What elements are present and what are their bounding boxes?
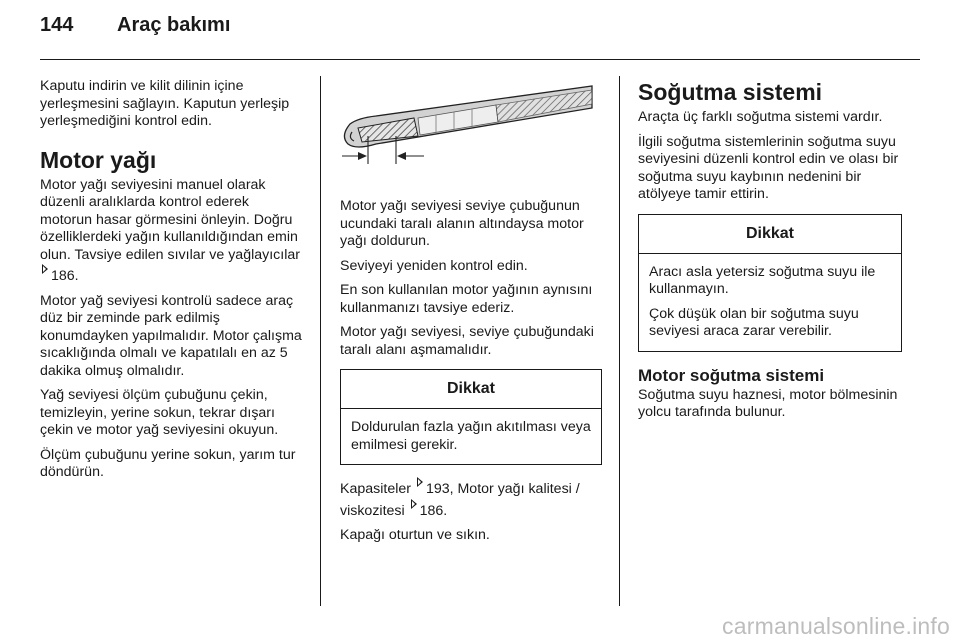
paragraph: Motor yağı seviyesi, seviye çubuğundaki taralı alanı aşmamalıdır.	[340, 324, 594, 358]
paragraph: Ölçüm çubuğunu yerine sokun, yarım tur döndürün.	[40, 446, 296, 480]
page-number: 144	[40, 14, 74, 36]
dipstick-illustration	[336, 78, 598, 170]
paragraph: İlgili soğutma sistemlerinin soğutma suyu seviyesini düzenli kontrol edin ve olası bir soğutma suyu kaybının nedenini bir atölyeye tamir ettirin.	[638, 133, 899, 202]
page-header	[40, 14, 920, 54]
paragraph: En son kullanılan motor yağının aynısını kullanmanızı tavsiye ederiz.	[340, 282, 593, 316]
watermark: carmanualsonline.info	[722, 613, 950, 639]
column-separator	[320, 76, 321, 606]
warning-body: Doldurulan fazla yağın akıtılması veya emilmesi gerekir.	[351, 419, 591, 453]
paragraph: Kapasiteler 193, Motor yağı kalitesi / viskozitesi 186.	[340, 477, 602, 520]
header-rule	[40, 59, 920, 60]
page-reference-icon	[411, 499, 417, 509]
paragraph: Yağ seviyesi ölçüm çubuğunu çekin, temizleyin, yerine sokun, tekrar dışarı çekin ve motor yağ seviyesini okuyun.	[40, 387, 279, 438]
warning-box	[638, 214, 902, 352]
warning-box	[340, 369, 602, 465]
warning-body: Aracı asla yetersiz soğutma suyu ile kullanmayın. Çok düşük olan bir soğutma suyu seviyesi araca zarar verebilir.	[649, 263, 876, 339]
column-2	[340, 78, 602, 552]
paragraph: Motor yağ seviyesi kontrolü sadece araç düz bir zeminde park edilmiş konumdayken yapılmalıdır. Motor çalışma sıcaklığında olmalı ve kapatılalı en az 5 dakika olmuş olmalıdır.	[40, 292, 302, 379]
paragraph: Motor yağı seviyesi seviye çubuğunun ucundaki taralı alanın altındaysa motor yağı doldurun.	[340, 198, 584, 249]
page-reference: 186.	[51, 268, 79, 284]
subsection-heading: Motor soğutma sistemi	[638, 365, 825, 385]
column-1	[40, 78, 302, 489]
section-heading-sogutma-sistemi: Soğutma sistemi	[638, 79, 823, 105]
page-reference-icon	[42, 264, 48, 274]
column-3	[638, 78, 902, 429]
warning-title: Dikkat	[341, 370, 601, 409]
page-reference-icon	[417, 477, 423, 487]
column-separator	[619, 76, 620, 606]
paragraph: Motor yağı seviyesini manuel olarak düzenli aralıklarda kontrol ederek motorun hasar görmesini önleyin. Doğru özelliklerdeki yağın kullanıldığından emin olun. Tavsiye edilen sıvılar ve yağlayıcılar 186.	[40, 176, 300, 284]
paragraph: Kapağı oturtun ve sıkın.	[340, 527, 490, 543]
section-heading-motor-yagi: Motor yağı	[40, 146, 157, 173]
intro-paragraph: Kaputu indirin ve kilit dilinin içine yerleşmesini sağlayın. Kaputun yerleşip yerleşmediğini kontrol edin.	[40, 78, 290, 129]
warning-title: Dikkat	[639, 215, 901, 254]
page-title: Araç bakımı	[117, 14, 231, 36]
paragraph: Soğutma suyu haznesi, motor bölmesinin yolcu tarafında bulunur.	[638, 386, 898, 420]
paragraph: Seviyeyi yeniden kontrol edin.	[340, 257, 528, 274]
paragraph: Araçta üç farklı soğutma sistemi vardır.	[638, 109, 883, 125]
